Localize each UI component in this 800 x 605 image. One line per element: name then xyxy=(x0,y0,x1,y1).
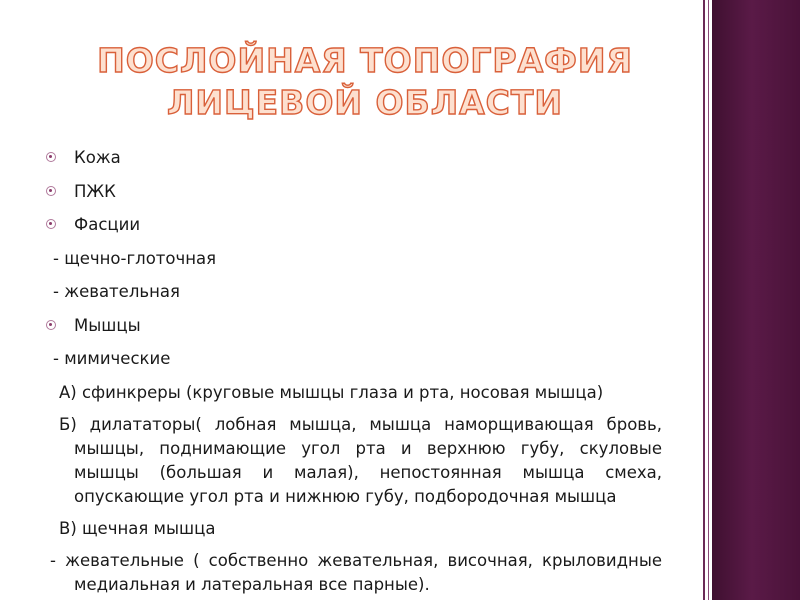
circle-bullet-icon xyxy=(46,219,56,229)
decorative-line xyxy=(703,0,705,600)
decorative-line xyxy=(708,0,709,600)
list-item-text: ПЖК xyxy=(74,181,116,201)
list-item xyxy=(44,314,662,338)
slide-title-line-2: ЛИЦЕВОЙ ОБЛАСТИ xyxy=(167,83,563,122)
decorative-sidebar xyxy=(712,0,800,600)
sub-item: - жевательная xyxy=(53,282,180,301)
circle-bullet-icon xyxy=(46,320,56,330)
paragraph: Б) дилататоры( лобная мышца, мышца наморщивающая бровь, мышцы, поднимающие угол рта и верхнюю губу, скуловые мышцы (большая и малая), непостоянная мышца смеха, опускающие угол рта и нижнюю губу, подбородочная мышца xyxy=(59,414,662,506)
sub-item: - мимические xyxy=(53,349,171,368)
paragraph: А) сфинкреры (круговые мышцы глаза и рта, носовая мышца) xyxy=(59,382,604,402)
paragraph: В) щечная мышца xyxy=(59,518,216,538)
list-item-text: Кожа xyxy=(74,148,121,167)
circle-bullet-icon xyxy=(46,186,56,196)
paragraph: - жевательные ( собственно жевательная, височная, крыловидные медиальная и латеральная все парные). xyxy=(50,550,662,594)
slide-content xyxy=(44,146,662,605)
circle-bullet-icon xyxy=(46,152,56,162)
list-item-text: Фасции xyxy=(74,215,141,234)
slide-title xyxy=(80,40,650,124)
list-item-text: Мышцы xyxy=(74,315,141,335)
sub-item: - щечно-глоточная xyxy=(53,248,217,268)
slide-title-line-1: ПОСЛОЙНАЯ ТОПОГРАФИЯ xyxy=(97,41,633,80)
list-item xyxy=(44,213,662,237)
list-item xyxy=(44,180,662,204)
list-item xyxy=(44,146,662,170)
